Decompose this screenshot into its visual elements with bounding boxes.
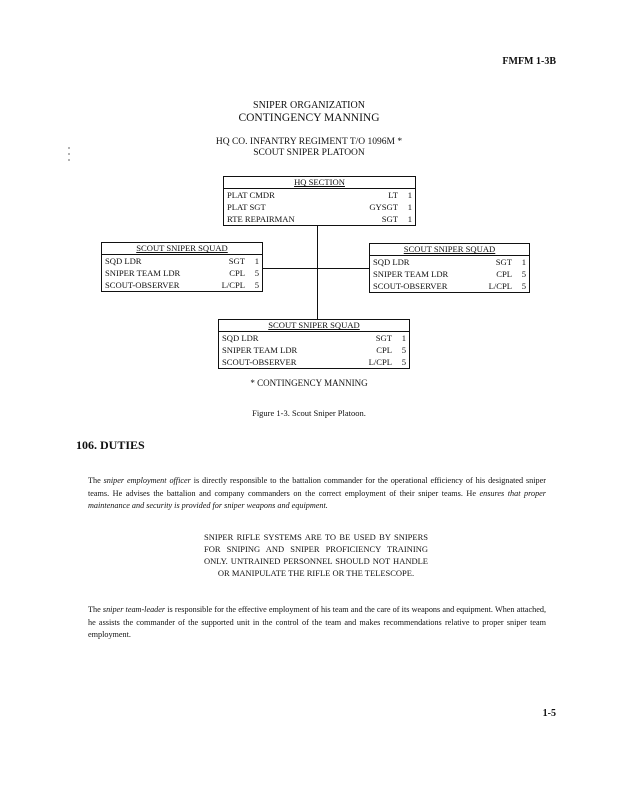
paragraph-employment-officer [88, 475, 546, 513]
squad-title: SCOUT SNIPER SQUAD [219, 320, 409, 332]
platoon-name: SCOUT SNIPER PLATOON [253, 148, 365, 158]
para-text: The [88, 476, 104, 485]
role-label: SQD LDR [105, 256, 142, 266]
count-label: 5 [401, 345, 406, 355]
hq-row [224, 201, 415, 213]
unit-designation: HQ CO. INFANTRY REGIMENT T/O 1096M * [215, 137, 403, 147]
hq-row [224, 189, 415, 201]
rank-label: GYSGT [369, 202, 398, 212]
count-label: 5 [401, 357, 406, 367]
paragraph-team-leader [88, 604, 546, 642]
role-label: SQD LDR [373, 257, 410, 267]
count-label: 5 [254, 268, 259, 278]
section-heading: 106. DUTIES [76, 438, 145, 452]
para-text: is responsible for the effective employment of his team and the care of its weapons and equipment. When attached, he assists the commander of the supported unit in the control of the team and makes recommendations relative to proper sniper team employment. [88, 605, 547, 639]
rank-label: CPL [496, 269, 512, 279]
squad-row [370, 280, 529, 292]
rank-label: SGT [228, 256, 245, 266]
role-label: SCOUT-OBSERVER [373, 281, 448, 291]
count-label: 1 [254, 256, 259, 266]
squad-row [102, 267, 262, 279]
squad-box-bottom [218, 319, 410, 369]
para-emphasis: sniper employment officer [103, 476, 191, 485]
squad-box-left [101, 242, 263, 292]
count-label: 5 [254, 280, 259, 290]
role-label: PLAT CMDR [227, 190, 275, 200]
warning-notice: SNIPER RIFLE SYSTEMS ARE TO BE USED BY SNIPERS FOR SNIPING AND SNIPER PROFICIENCY TRAINING ONLY. UNTRAINED PERSONNEL SHOULD NOT HANDLE OR MANIPULATE THE RIFLE OR THE TELESCOPE. [204, 532, 428, 578]
squad-row [370, 268, 529, 280]
org-title: SNIPER ORGANIZATION [253, 100, 365, 111]
rank-label: L/CPL [221, 280, 245, 290]
scan-artifact [68, 153, 70, 155]
org-subtitle: CONTINGENCY MANNING [238, 112, 380, 124]
squad-box-right [369, 243, 530, 293]
hq-row [224, 213, 415, 225]
para-emphasis: sniper team-leader [102, 605, 166, 614]
figure-caption: Figure 1-3. Scout Sniper Platoon. [252, 408, 366, 418]
connector-vertical [317, 222, 318, 319]
scan-artifact [68, 159, 70, 161]
squad-title: SCOUT SNIPER SQUAD [102, 243, 262, 255]
rank-label: L/CPL [488, 281, 512, 291]
count-label: 1 [401, 333, 406, 343]
para-text: is directly responsible to the battalion commander for the operational efficiency of his designated sniper teams. He advises the battalion and company commanders on the correct employment of their sniper teams. He [88, 476, 546, 498]
rank-label: SGT [495, 257, 512, 267]
rank-label: CPL [376, 345, 392, 355]
squad-row [102, 279, 262, 291]
document-reference: FMFM 1-3B [502, 56, 556, 67]
count-label: 1 [407, 190, 412, 200]
role-label: SNIPER TEAM LDR [373, 269, 449, 279]
rank-label: CPL [229, 268, 245, 278]
role-label: PLAT SGT [227, 202, 266, 212]
para-emphasis: ensures that proper maintenance and security is provided for sniper weapons and equipment. [88, 488, 546, 510]
squad-row [219, 344, 409, 356]
contingency-footnote: * CONTINGENCY MANNING [250, 378, 368, 388]
role-label: SNIPER TEAM LDR [105, 268, 181, 278]
role-label: SCOUT-OBSERVER [105, 280, 180, 290]
squad-row [219, 356, 409, 368]
hq-section-box [223, 176, 416, 226]
count-label: 1 [521, 257, 526, 267]
rank-label: SGT [381, 214, 398, 224]
rank-label: L/CPL [368, 357, 392, 367]
hq-section-title: HQ SECTION [224, 177, 415, 189]
scan-artifact [68, 147, 70, 149]
squad-row [219, 332, 409, 344]
para-text: The [88, 605, 103, 614]
count-label: 5 [521, 281, 526, 291]
role-label: SNIPER TEAM LDR [222, 345, 298, 355]
count-label: 5 [521, 269, 526, 279]
role-label: RTE REPAIRMAN [227, 214, 295, 224]
role-label: SQD LDR [222, 333, 259, 343]
squad-row [370, 256, 529, 268]
rank-label: SGT [375, 333, 392, 343]
rank-label: LT [388, 190, 398, 200]
page-number: 1-5 [542, 708, 556, 719]
role-label: SCOUT-OBSERVER [222, 357, 297, 367]
count-label: 1 [407, 202, 412, 212]
count-label: 1 [407, 214, 412, 224]
squad-title: SCOUT SNIPER SQUAD [370, 244, 529, 256]
squad-row [102, 255, 262, 267]
